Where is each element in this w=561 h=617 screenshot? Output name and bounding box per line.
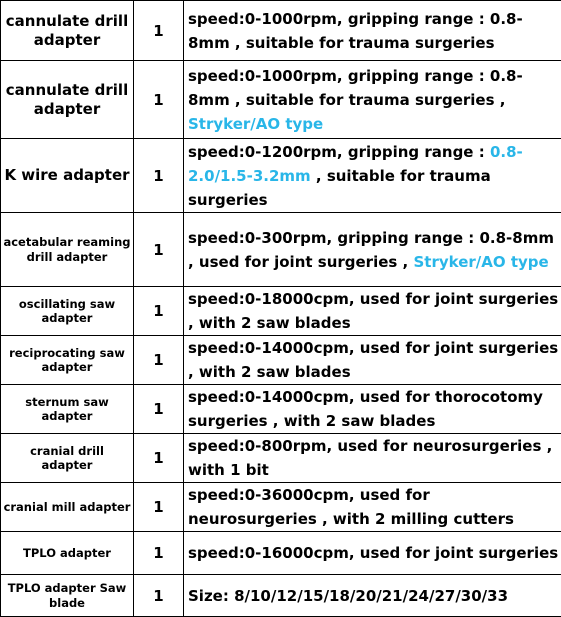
adapter-name: TPLO adapter: [1, 532, 134, 575]
adapter-name: acetabular reaming drill adapter: [1, 213, 134, 287]
adapter-name: cannulate drill adapter: [1, 1, 134, 61]
table-row: [1, 287, 561, 336]
adapter-description: [184, 213, 561, 287]
description-text: speed:0-36000cpm, used for neurosurgeries , with 2 milling cutters: [188, 486, 514, 528]
adapter-quantity: 1: [134, 575, 184, 617]
description-text: speed:0-18000cpm, used for joint surgeries , with 2 saw blades: [188, 290, 559, 332]
table-row: [1, 434, 561, 483]
adapter-name: K wire adapter: [1, 139, 134, 213]
adapter-description: [184, 1, 561, 61]
description-highlight: 0.8-2.0/1.5-3.2mm: [188, 142, 523, 185]
table-row: [1, 532, 561, 575]
description-text: speed:0-1000rpm, gripping range : 0.8-8mm , suitable for trauma surgeries: [188, 9, 523, 52]
table-row: [1, 385, 561, 434]
adapter-quantity: 1: [134, 336, 184, 385]
adapter-name: oscillating saw adapter: [1, 287, 134, 336]
description-text: speed:0-14000cpm, used for joint surgeries , with 2 saw blades: [188, 339, 559, 381]
adapter-quantity: 1: [134, 287, 184, 336]
adapter-description: [184, 385, 561, 434]
adapter-description: [184, 483, 561, 532]
adapter-quantity: 1: [134, 385, 184, 434]
adapter-name: sternum saw adapter: [1, 385, 134, 434]
description-highlight: Stryker/AO type: [413, 252, 549, 271]
description-text: speed:0-1000rpm, gripping range : 0.8-8mm , suitable for trauma surgeries ,: [188, 66, 523, 109]
adapter-description: [184, 532, 561, 575]
table-row: [1, 1, 561, 61]
adapter-description: [184, 434, 561, 483]
adapter-name: cannulate drill adapter: [1, 61, 134, 139]
adapter-quantity: 1: [134, 61, 184, 139]
adapter-quantity: 1: [134, 1, 184, 61]
description-highlight: Stryker/AO type: [188, 114, 324, 133]
adapter-description: [184, 287, 561, 336]
adapter-quantity: 1: [134, 483, 184, 532]
table-row: [1, 139, 561, 213]
adapter-description: [184, 61, 561, 139]
adapter-quantity: 1: [134, 213, 184, 287]
adapter-description: [184, 575, 561, 617]
description-tail: , suitable for trauma surgeries: [188, 166, 491, 209]
description-text: speed:0-800rpm, used for neurosurgeries , with 1 bit: [188, 437, 553, 479]
description-text: speed:0-1200rpm, gripping range :: [188, 142, 490, 161]
table-row: [1, 336, 561, 385]
table-row: [1, 575, 561, 617]
description-text: speed:0-14000cpm, used for thorocotomy surgeries , with 2 saw blades: [188, 388, 543, 430]
adapter-name: cranial mill adapter: [1, 483, 134, 532]
adapter-name: cranial drill adapter: [1, 434, 134, 483]
adapter-quantity: 1: [134, 434, 184, 483]
table-row: [1, 61, 561, 139]
description-text: Size: 8/10/12/15/18/20/21/24/27/30/33: [188, 586, 509, 605]
table-row: [1, 213, 561, 287]
table-row: [1, 483, 561, 532]
description-text: speed:0-300rpm, gripping range : 0.8-8mm , used for joint surgeries ,: [188, 228, 554, 271]
adapter-quantity: 1: [134, 532, 184, 575]
description-text: speed:0-16000cpm, used for joint surgeries: [188, 544, 559, 562]
adapter-description: [184, 336, 561, 385]
adapter-name: TPLO adapter Saw blade: [1, 575, 134, 617]
adapter-description: [184, 139, 561, 213]
adapter-quantity: 1: [134, 139, 184, 213]
adapter-name: reciprocating saw adapter: [1, 336, 134, 385]
